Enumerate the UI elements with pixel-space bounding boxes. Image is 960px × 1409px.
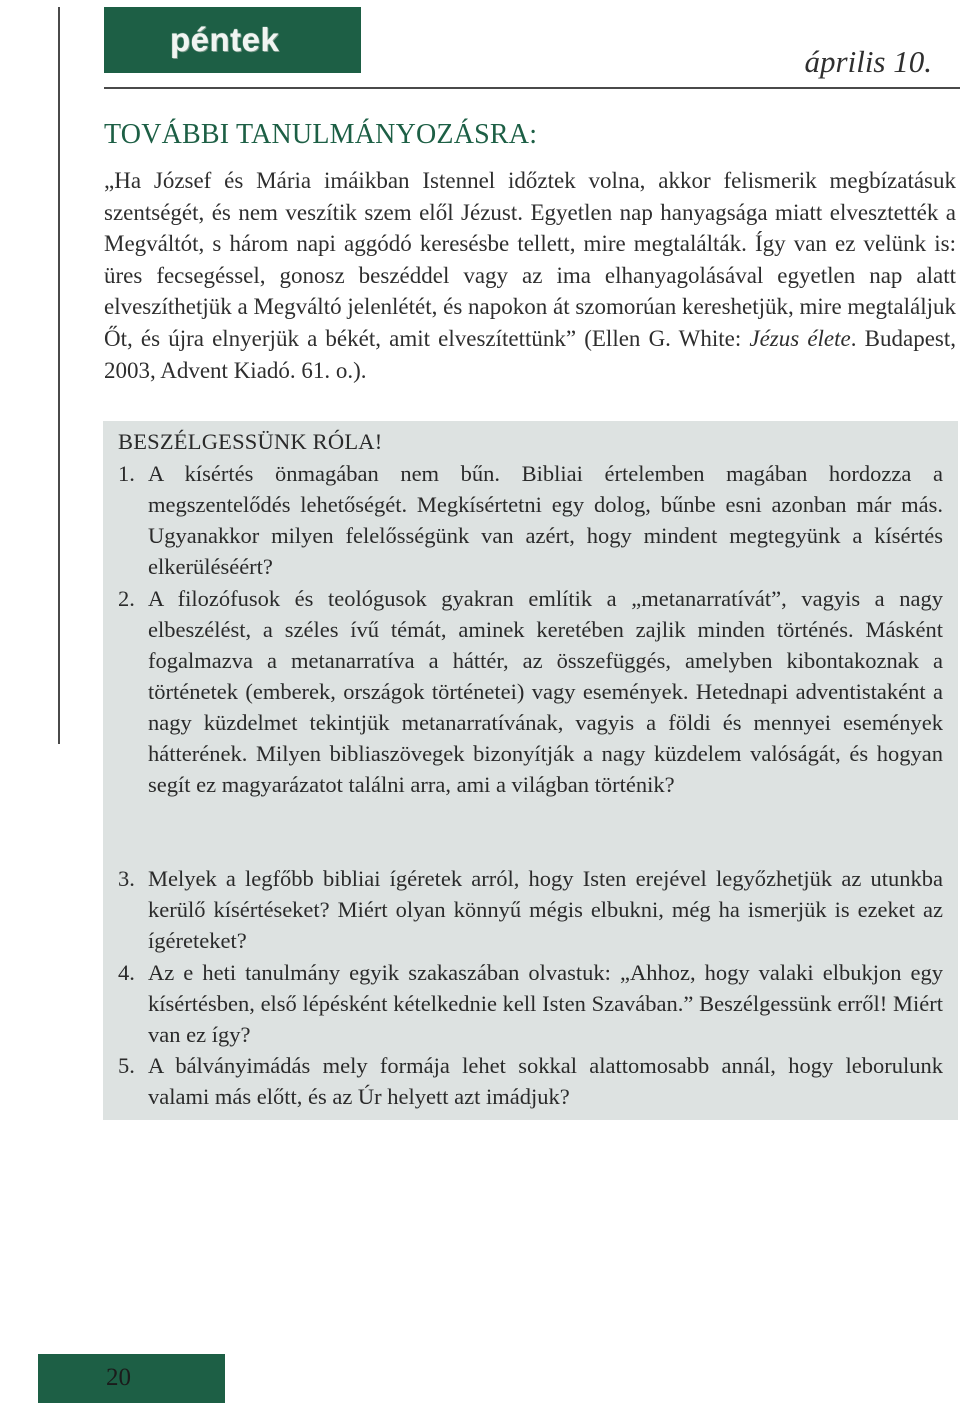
question-text: A kísértés önmagában nem bűn. Bibliai értelemben magában hordozza a megszentelődés lehetőségét. Megkísértetni egy dolog, bűnbe esni azonban már más. Ugyanakkor milyen felelősségünk van azért, hogy mindent megtegyünk a kísértés elkerüléséért? [148, 461, 943, 579]
header-rule [104, 87, 960, 89]
question-1 [118, 458, 943, 582]
discussion-box [103, 421, 958, 1120]
question-3 [118, 863, 943, 956]
study-paragraph [104, 165, 956, 386]
question-text: Melyek a legfőbb bibliai ígéretek arról, hogy Isten erejével legyőzhetjük az utunkba kerülő kísértéseket? Miért olyan könnyű mégis elbukni, még ha ismerjük is ezeket az ígéreteket? [148, 866, 943, 953]
day-label: péntek [170, 21, 280, 58]
question-number: 3. [118, 866, 135, 891]
day-tab [104, 7, 361, 73]
left-margin-rule [58, 7, 60, 744]
question-number: 5. [118, 1053, 135, 1078]
question-4 [118, 957, 943, 1050]
question-number: 2. [118, 586, 135, 611]
question-number: 4. [118, 960, 135, 985]
question-text: A filozófusok és teológusok gyakran említik a „metanarratívát”, vagyis a nagy elbeszélést, a széles ívű témát, aminek keretében zajlik minden történés. Másként fogalmazva a metanarratíva a háttér, az összefüggés, amelyben kibontakoznak a történetek (emberek, országok történetei) vagy események. Hetednapi adventistaként a nagy küzdelmet tekintjük metanarratívának, vagyis a földi és mennyei események hátterének. Milyen bibliaszövegek bizonyítják a nagy küzdelem valóságát, és hogyan segít ez magyarázatot találni arra, ami a világban történik? [148, 586, 943, 797]
question-text: A bálványimádás mely formája lehet sokkal alattomosabb annál, hogy leborulunk valami más előtt, és az Úr helyett azt imádjuk? [148, 1053, 943, 1109]
page-number: 20 [106, 1364, 131, 1391]
question-text: Az e heti tanulmány egyik szakaszában olvastuk: „Ahhoz, hogy valaki elbukjon egy kísértésben, első lépésként kételkednie kell Isten Szavában.” Beszélgessünk erről! Miért van ez így? [148, 960, 943, 1047]
quote-text: „Ha József és Mária imáikban Istennel időztek volna, akkor felismerik megbízatásuk szentségét, és nem veszítik szem elől Jézust. Egyetlen nap hanyagsága miatt elvesztették a Megváltót, s három napi aggódó keresésbe tellett, mire megtalálták. Így van ez velünk is: üres fecsegéssel, gonosz beszéddel vagy az ima elhanyagolásával egyetlen nap alatt elveszíthetjük a Megváltó jelenlétét, és napokon át szomorúan kereshetjük, mire megtaláljuk Őt, és újra elnyerjük a békét, amit elveszítettünk” (Ellen G. White: [104, 168, 956, 351]
question-2 [118, 583, 943, 800]
page-number-box [38, 1354, 225, 1403]
discussion-title: BESZÉLGESSÜNK RÓLA! [118, 429, 383, 454]
citation-text: . Budapest, 2003, Advent Kiadó. 61. o.). [104, 325, 956, 383]
section-heading: TOVÁBBI TANULMÁNYOZÁSRA: [104, 119, 538, 150]
question-5 [118, 1050, 943, 1112]
question-number: 1. [118, 461, 135, 486]
book-title: Jézus élete [749, 325, 851, 351]
date-label: április 10. [804, 44, 932, 79]
